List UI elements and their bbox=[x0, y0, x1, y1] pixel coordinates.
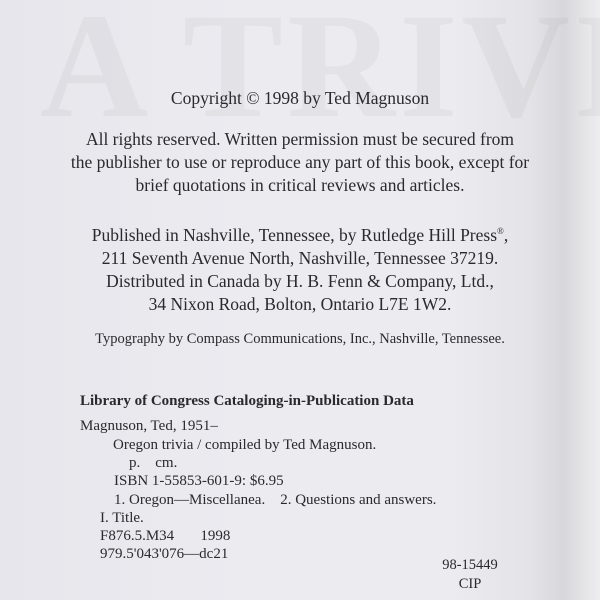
rights-line-1: All rights reserved. Written permission must be secured from bbox=[85, 129, 515, 149]
rights-line-2: the publisher to use or reproduce any part of this book, except for bbox=[70, 152, 530, 172]
published-line-4: 34 Nixon Road, Bolton, Ontario L7E 1W2. bbox=[148, 293, 452, 314]
published-line-1 bbox=[0, 220, 600, 247]
publisher-block bbox=[0, 220, 600, 316]
rights-paragraph bbox=[0, 128, 600, 197]
published-line-2: 211 Seventh Avenue North, Nashville, Tennessee 37219. bbox=[101, 247, 499, 268]
cip-label: CIP bbox=[458, 576, 482, 592]
copyright-line: Copyright © 1998 by Ted Magnuson bbox=[170, 88, 430, 108]
cip-lc-class: F876.5.M34 1998 bbox=[100, 528, 231, 544]
registered-mark: ® bbox=[497, 226, 504, 236]
published-line-1-tail: , bbox=[503, 224, 509, 245]
published-line-3: Distributed in Canada by H. B. Fenn & Company, Ltd., bbox=[106, 270, 494, 291]
cip-lccn-block bbox=[430, 556, 510, 594]
cip-subjects: 1. Oregon—Miscellanea. 2. Questions and answers. bbox=[114, 492, 437, 508]
cip-heading: Library of Congress Cataloging-in-Publication Data bbox=[80, 393, 414, 409]
cip-lccn: 98-15449 bbox=[442, 557, 498, 573]
cip-physical: p. cm. bbox=[129, 455, 178, 471]
published-line-1-text: Published in Nashville, Tennessee, by Rutledge Hill Press bbox=[91, 224, 498, 245]
cip-author: Magnuson, Ted, 1951– bbox=[80, 418, 218, 434]
cip-dewey: 979.5'043'076—dc21 bbox=[100, 546, 229, 562]
cip-isbn: ISBN 1-55853-601-9: $6.95 bbox=[114, 473, 284, 489]
cip-title: Oregon trivia / compiled by Ted Magnuson. bbox=[113, 437, 377, 453]
rights-line-3: brief quotations in critical reviews and articles. bbox=[135, 175, 465, 195]
bleed-through-text bbox=[40, 0, 580, 100]
typography-credit: Typography by Compass Communications, Inc., Nashville, Tennessee. bbox=[95, 331, 505, 347]
cip-added-entry: I. Title. bbox=[100, 510, 144, 526]
